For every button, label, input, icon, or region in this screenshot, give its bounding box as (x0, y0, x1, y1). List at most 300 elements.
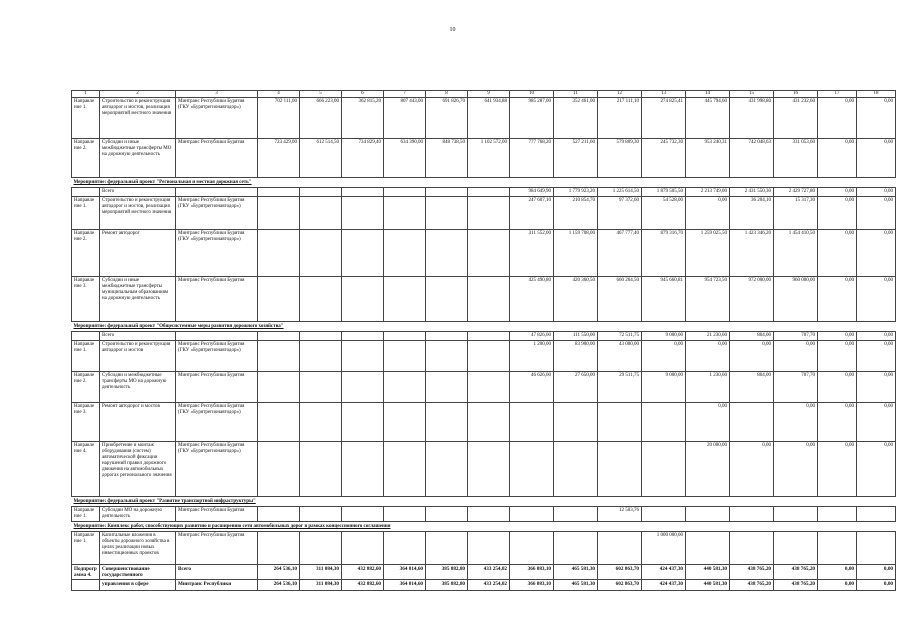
amount-cell (510, 532, 554, 565)
amount-cell (468, 442, 510, 497)
amount-cell (510, 442, 554, 497)
amount-cell (384, 230, 426, 277)
amount-cell: 311 084,30 (300, 565, 342, 580)
amount-cell: 210 854,70 (554, 197, 598, 230)
amount-cell: 0,00 (686, 197, 730, 230)
row-code: Направле ние 1. (72, 197, 100, 230)
amount-cell: 362 815,20 (342, 98, 384, 139)
amount-cell: 438 765,20 (774, 580, 818, 591)
amount-cell: 111 550,00 (554, 332, 598, 341)
amount-cell: 954 723,50 (686, 277, 730, 322)
row-code (72, 188, 100, 197)
amount-cell: 20 000,00 (686, 442, 730, 497)
amount-cell (342, 277, 384, 322)
amount-cell: 311 552,00 (510, 230, 554, 277)
row-executor: Минтранс Республики Бурятия (176, 277, 258, 322)
column-number: 6 (342, 91, 384, 98)
row-description: Строительство и реконструкция автодорог и мостов (100, 341, 176, 372)
amount-cell (774, 532, 818, 565)
amount-cell: 0,00 (818, 230, 857, 277)
amount-cell: 97 372,60 (598, 197, 642, 230)
amount-cell: 641 934,88 (468, 98, 510, 139)
amount-cell: 0,00 (774, 341, 818, 372)
amount-cell (300, 197, 342, 230)
amount-cell (642, 403, 686, 442)
amount-cell (342, 341, 384, 372)
section-heading: Мероприятие: Комплекс работ, способствующих развитию и расширению сети автомобильных дорог в рамках концессионного соглашения (72, 522, 896, 532)
amount-cell: 385 882,80 (426, 580, 468, 591)
amount-cell (730, 507, 774, 522)
amount-cell: 0,00 (818, 442, 857, 497)
amount-cell: 1 454 410,50 (774, 230, 818, 277)
row-code: Направле ние 3. (72, 403, 100, 442)
amount-cell: 0,00 (818, 197, 857, 230)
amount-cell (384, 341, 426, 372)
column-number: 2 (100, 91, 176, 98)
amount-cell: 612 514,50 (300, 139, 342, 178)
amount-cell (818, 507, 857, 522)
amount-cell (300, 341, 342, 372)
column-number-row (72, 91, 896, 98)
amount-cell (510, 507, 554, 522)
row-executor: Минтранс Республики Бурятия (176, 372, 258, 403)
row-executor: Минтранс Республики Бурятия (176, 532, 258, 565)
amount-cell: 972 000,00 (730, 277, 774, 322)
amount-cell: 777 768,20 (510, 139, 554, 178)
amount-cell: 807 443,00 (384, 98, 426, 139)
amount-cell (384, 442, 426, 497)
amount-cell: 15 317,30 (774, 197, 818, 230)
table-row (72, 98, 896, 139)
amount-cell: 364 014,60 (384, 565, 426, 580)
amount-cell: 440 581,30 (686, 565, 730, 580)
amount-cell: 602 863,70 (598, 565, 642, 580)
row-code: Направле ние 3. (72, 277, 100, 322)
amount-cell: 445 794,60 (686, 98, 730, 139)
amount-cell (730, 403, 774, 442)
amount-cell: 0,00 (818, 188, 857, 197)
amount-cell: 0,00 (686, 341, 730, 372)
table-row (72, 565, 896, 580)
amount-cell: 1 102 572,00 (468, 139, 510, 178)
amount-cell: 2 429 727,80 (774, 188, 818, 197)
amount-cell: 960 000,00 (774, 277, 818, 322)
section-heading-row (72, 322, 896, 332)
amount-cell: 1 000 000,00 (642, 532, 686, 565)
amount-cell: 1 879 505,50 (642, 188, 686, 197)
row-description: Ремонт автодорог (100, 230, 176, 277)
amount-cell (426, 277, 468, 322)
amount-cell (384, 372, 426, 403)
amount-cell: 804,00 (730, 372, 774, 403)
amount-cell (258, 197, 300, 230)
amount-cell (426, 341, 468, 372)
amount-cell: 1 259 025,50 (686, 230, 730, 277)
amount-cell: 707,70 (774, 372, 818, 403)
amount-cell: 0,00 (857, 188, 896, 197)
row-code: Направле ние 2. (72, 372, 100, 403)
table-row (72, 442, 896, 497)
row-code: Направле ние 1. (72, 507, 100, 522)
row-description: Субсидии МО на дорожную деятельность (100, 507, 176, 522)
amount-cell: 1 230,60 (686, 372, 730, 403)
amount-cell: 465 581,30 (554, 565, 598, 580)
row-code (72, 580, 100, 591)
amount-cell (468, 341, 510, 372)
column-number: 16 (774, 91, 818, 98)
amount-cell: 1 423 346,20 (730, 230, 774, 277)
amount-cell (300, 442, 342, 497)
amount-cell: 0,00 (857, 565, 896, 580)
amount-cell: 47 826,00 (510, 332, 554, 341)
amount-cell: 0,00 (857, 197, 896, 230)
amount-cell: 247 607,10 (510, 197, 554, 230)
amount-cell: 0,00 (818, 341, 857, 372)
row-executor: Минтранс Республики Бурятия (ГКУ «Бурятрегионавтодор») (176, 197, 258, 230)
column-number: 1 (72, 91, 100, 98)
amount-cell (468, 507, 510, 522)
amount-cell: 660 264,50 (598, 277, 642, 322)
table-row (72, 403, 896, 442)
amount-cell (300, 188, 342, 197)
amount-cell (300, 403, 342, 442)
row-code: Направле ние 2. (72, 230, 100, 277)
row-executor: Минтранс Республики Бурятия (ГКУ «Бурятрегионавтодор») (176, 230, 258, 277)
row-executor (176, 332, 258, 341)
amount-cell: 352 461,00 (554, 98, 598, 139)
amount-cell: 438 765,20 (730, 565, 774, 580)
amount-cell: 12 503,76 (598, 507, 642, 522)
amount-cell: 1 779 923,20 (554, 188, 598, 197)
column-number: 7 (384, 91, 426, 98)
amount-cell: 0,00 (818, 565, 857, 580)
amount-cell (598, 532, 642, 565)
amount-cell: 46 626,00 (510, 372, 554, 403)
amount-cell (468, 332, 510, 341)
amount-cell (384, 332, 426, 341)
column-number: 10 (510, 91, 554, 98)
row-executor: Всего (176, 565, 258, 580)
row-executor: Минтранс Республики Бурятия (ГКУ «Бурятрегионавтодор») (176, 403, 258, 442)
column-number: 18 (857, 91, 896, 98)
amount-cell (774, 507, 818, 522)
amount-cell (384, 197, 426, 230)
row-executor: Минтранс Республики Бурятия (ГКУ «Бурятрегионавтодор») (176, 341, 258, 372)
row-description: Строительство и реконструкция автодорог и мостов, реализация мероприятий местного значения (100, 197, 176, 230)
amount-cell: 29 511,75 (598, 372, 642, 403)
amount-cell: 9 000,00 (642, 332, 686, 341)
amount-cell (258, 403, 300, 442)
amount-cell: 433 254,02 (468, 580, 510, 591)
amount-cell: 264 536,10 (258, 580, 300, 591)
table-row (72, 372, 896, 403)
amount-cell (342, 403, 384, 442)
amount-cell (642, 507, 686, 522)
amount-cell (468, 277, 510, 322)
amount-cell: 21 230,60 (686, 332, 730, 341)
row-code: Направле ние 1. (72, 98, 100, 139)
amount-cell: 723 429,00 (258, 139, 300, 178)
table-row (72, 277, 896, 322)
column-number: 8 (426, 91, 468, 98)
amount-cell: 945 660,81 (642, 277, 686, 322)
amount-cell (426, 372, 468, 403)
amount-cell (857, 507, 896, 522)
row-description: Субсидии и межбюджетные трансферты МО на дорожную деятельность (100, 372, 176, 403)
amount-cell: 0,00 (818, 277, 857, 322)
amount-cell (342, 507, 384, 522)
amount-cell (554, 442, 598, 497)
row-description: Приобретение и монтаж оборудования (систем) автоматической фиксации нарушений правил дорожного движения на автомобильных дорогах регионального значения (100, 442, 176, 497)
amount-cell: 0,00 (857, 98, 896, 139)
table-row (72, 332, 896, 341)
amount-cell: 527 211,60 (554, 139, 598, 178)
amount-cell (258, 372, 300, 403)
amount-cell (258, 188, 300, 197)
row-description: Всего (100, 188, 176, 197)
row-executor: Минтранс Республики Бурятия (176, 139, 258, 178)
amount-cell (857, 532, 896, 565)
amount-cell: 879 316,70 (642, 230, 686, 277)
amount-cell: 0,00 (686, 403, 730, 442)
amount-cell (384, 507, 426, 522)
amount-cell (300, 532, 342, 565)
amount-cell (686, 507, 730, 522)
amount-cell: 702 111,00 (258, 98, 300, 139)
amount-cell (258, 277, 300, 322)
row-description: Субсидии и иные межбюджетные трансферты МО на дорожную деятельность (100, 139, 176, 178)
amount-cell: 72 511,75 (598, 332, 642, 341)
amount-cell: 0,00 (857, 580, 896, 591)
row-executor: Минтранс Республики Бурятия (176, 507, 258, 522)
row-code: Направле ние 2. (72, 139, 100, 178)
amount-cell: 385 882,80 (426, 565, 468, 580)
amount-cell (342, 332, 384, 341)
amount-cell (468, 532, 510, 565)
row-executor: Минтранс Республики (176, 580, 258, 591)
amount-cell: 0,00 (857, 139, 896, 178)
amount-cell: 438 765,20 (774, 565, 818, 580)
amount-cell (300, 507, 342, 522)
amount-cell: 0,00 (857, 372, 896, 403)
section-heading: Мероприятие: федеральный проект "Развитие транспортной инфраструктуры" (72, 497, 896, 507)
amount-cell: 0,00 (774, 442, 818, 497)
amount-cell (554, 507, 598, 522)
amount-cell: 27 650,00 (554, 372, 598, 403)
amount-cell (384, 532, 426, 565)
column-number: 4 (258, 91, 300, 98)
amount-cell: 1 200,00 (510, 341, 554, 372)
amount-cell (384, 403, 426, 442)
column-number: 17 (818, 91, 857, 98)
row-description: Капитальные вложения в объекты дорожного хозяйства в целях реализации новых инвестиционных проектов (100, 532, 176, 565)
amount-cell (598, 442, 642, 497)
amount-cell: 432 882,60 (342, 565, 384, 580)
amount-cell (300, 372, 342, 403)
amount-cell (468, 230, 510, 277)
section-heading-row (72, 497, 896, 507)
table-row (72, 139, 896, 178)
amount-cell (426, 442, 468, 497)
row-description: Совершенствование государственного (100, 565, 176, 580)
column-number: 11 (554, 91, 598, 98)
column-number: 5 (300, 91, 342, 98)
amount-cell (258, 341, 300, 372)
amount-cell: 984 649,90 (510, 188, 554, 197)
amount-cell: 0,00 (818, 332, 857, 341)
amount-cell: 734 829,40 (342, 139, 384, 178)
amount-cell: 1 225 614,50 (598, 188, 642, 197)
table-row (72, 532, 896, 565)
amount-cell: 217 111,10 (598, 98, 642, 139)
amount-cell: 707,70 (774, 332, 818, 341)
amount-cell: 0,00 (857, 230, 896, 277)
section-heading-row (72, 522, 896, 532)
column-number: 3 (176, 91, 258, 98)
amount-cell: 366 083,10 (510, 580, 554, 591)
amount-cell: 0,00 (857, 332, 896, 341)
amount-cell: 0,00 (818, 580, 857, 591)
amount-cell (300, 332, 342, 341)
column-number: 9 (468, 91, 510, 98)
amount-cell: 0,00 (818, 372, 857, 403)
amount-cell: 0,00 (857, 403, 896, 442)
table-row (72, 188, 896, 197)
amount-cell: 953 240,31 (686, 139, 730, 178)
amount-cell (426, 507, 468, 522)
row-description: Субсидии и иные межбюджетные трансферты муниципальным образованиям на дорожную деятельность (100, 277, 176, 322)
amount-cell: 0,00 (730, 442, 774, 497)
row-code: Направле ние 1. (72, 341, 100, 372)
amount-cell (510, 403, 554, 442)
amount-cell: 691 826,70 (426, 98, 468, 139)
amount-cell (258, 442, 300, 497)
amount-cell (258, 230, 300, 277)
amount-cell (468, 188, 510, 197)
amount-cell (258, 332, 300, 341)
row-description: Ремонт автодорог и мостов (100, 403, 176, 442)
amount-cell: 2 431 550,30 (730, 188, 774, 197)
budget-table (71, 90, 896, 591)
amount-cell (258, 507, 300, 522)
column-number: 12 (598, 91, 642, 98)
amount-cell (554, 403, 598, 442)
amount-cell: 83 900,00 (554, 341, 598, 372)
amount-cell (342, 197, 384, 230)
amount-cell: 0,00 (857, 442, 896, 497)
amount-cell: 274 825,41 (642, 98, 686, 139)
section-heading: Мероприятие: федеральный проект "Общесистемные меры развития дорожного хозяйства" (72, 322, 896, 332)
amount-cell (426, 403, 468, 442)
amount-cell: 634 390,00 (384, 139, 426, 178)
amount-cell: 0,00 (642, 341, 686, 372)
section-heading: Мероприятие: федеральный проект "Региональная и местная дорожная сеть" (72, 178, 896, 188)
amount-cell: 54 528,00 (642, 197, 686, 230)
column-number: 13 (642, 91, 686, 98)
amount-cell (730, 532, 774, 565)
amount-cell: 440 581,30 (686, 580, 730, 591)
amount-cell: 366 083,10 (510, 565, 554, 580)
amount-cell: 0,00 (857, 277, 896, 322)
amount-cell: 804,00 (730, 332, 774, 341)
row-executor: Минтранс Республики Бурятия (ГКУ «Бурятрегионавтодор») (176, 442, 258, 497)
column-number: 14 (686, 91, 730, 98)
amount-cell: 0,00 (818, 403, 857, 442)
amount-cell: 0,00 (774, 403, 818, 442)
amount-cell (426, 532, 468, 565)
amount-cell (554, 532, 598, 565)
row-description: Всего (100, 332, 176, 341)
row-executor: Минтранс Республики Бурятия (ГКУ «Бурятрегионавтодор») (176, 98, 258, 139)
amount-cell (426, 188, 468, 197)
amount-cell (300, 230, 342, 277)
amount-cell (384, 277, 426, 322)
amount-cell: 1 159 708,00 (554, 230, 598, 277)
table-row (72, 341, 896, 372)
amount-cell: 0,00 (857, 341, 896, 372)
amount-cell: 579 809,30 (598, 139, 642, 178)
row-code: Подпрогр амма 4. (72, 565, 100, 580)
amount-cell (426, 230, 468, 277)
amount-cell (342, 372, 384, 403)
row-description: управления в сфере (100, 580, 176, 591)
amount-cell (300, 277, 342, 322)
amount-cell: 36 204,10 (730, 197, 774, 230)
amount-cell (342, 230, 384, 277)
amount-cell: 9 000,00 (642, 372, 686, 403)
amount-cell: 0,00 (730, 341, 774, 372)
page-number: 10 (449, 27, 456, 33)
amount-cell: 311 084,30 (300, 580, 342, 591)
amount-cell (598, 403, 642, 442)
amount-cell: 431 998,80 (730, 98, 774, 139)
table-row (72, 197, 896, 230)
amount-cell: 742 048,63 (730, 139, 774, 178)
row-code: Направле ние 4. (72, 442, 100, 497)
amount-cell (818, 532, 857, 565)
row-code (72, 332, 100, 341)
row-code: Направле ние 1. (72, 532, 100, 565)
amount-cell (686, 532, 730, 565)
amount-cell: 0,00 (818, 98, 857, 139)
amount-cell (342, 188, 384, 197)
amount-cell: 0,00 (818, 139, 857, 178)
amount-cell: 433 254,02 (468, 565, 510, 580)
amount-cell (642, 442, 686, 497)
amount-cell: 364 014,60 (384, 580, 426, 591)
amount-cell (426, 197, 468, 230)
amount-cell: 331 053,60 (774, 139, 818, 178)
amount-cell (426, 332, 468, 341)
amount-cell (468, 403, 510, 442)
table-body (72, 91, 896, 591)
amount-cell (342, 532, 384, 565)
amount-cell (468, 372, 510, 403)
amount-cell: 425 490,80 (510, 277, 554, 322)
row-description: Строительство и реконструкция автодорог и мостов, реализация мероприятий местного значения (100, 98, 176, 139)
amount-cell: 438 765,20 (730, 580, 774, 591)
column-number: 15 (730, 91, 774, 98)
amount-cell: 245 732,30 (642, 139, 686, 178)
amount-cell: 465 581,30 (554, 580, 598, 591)
amount-cell: 264 536,10 (258, 565, 300, 580)
amount-cell: 424 437,30 (642, 565, 686, 580)
amount-cell (258, 532, 300, 565)
amount-cell (468, 197, 510, 230)
amount-cell: 602 863,70 (598, 580, 642, 591)
amount-cell: 420 360,50 (554, 277, 598, 322)
amount-cell: 985 287,00 (510, 98, 554, 139)
